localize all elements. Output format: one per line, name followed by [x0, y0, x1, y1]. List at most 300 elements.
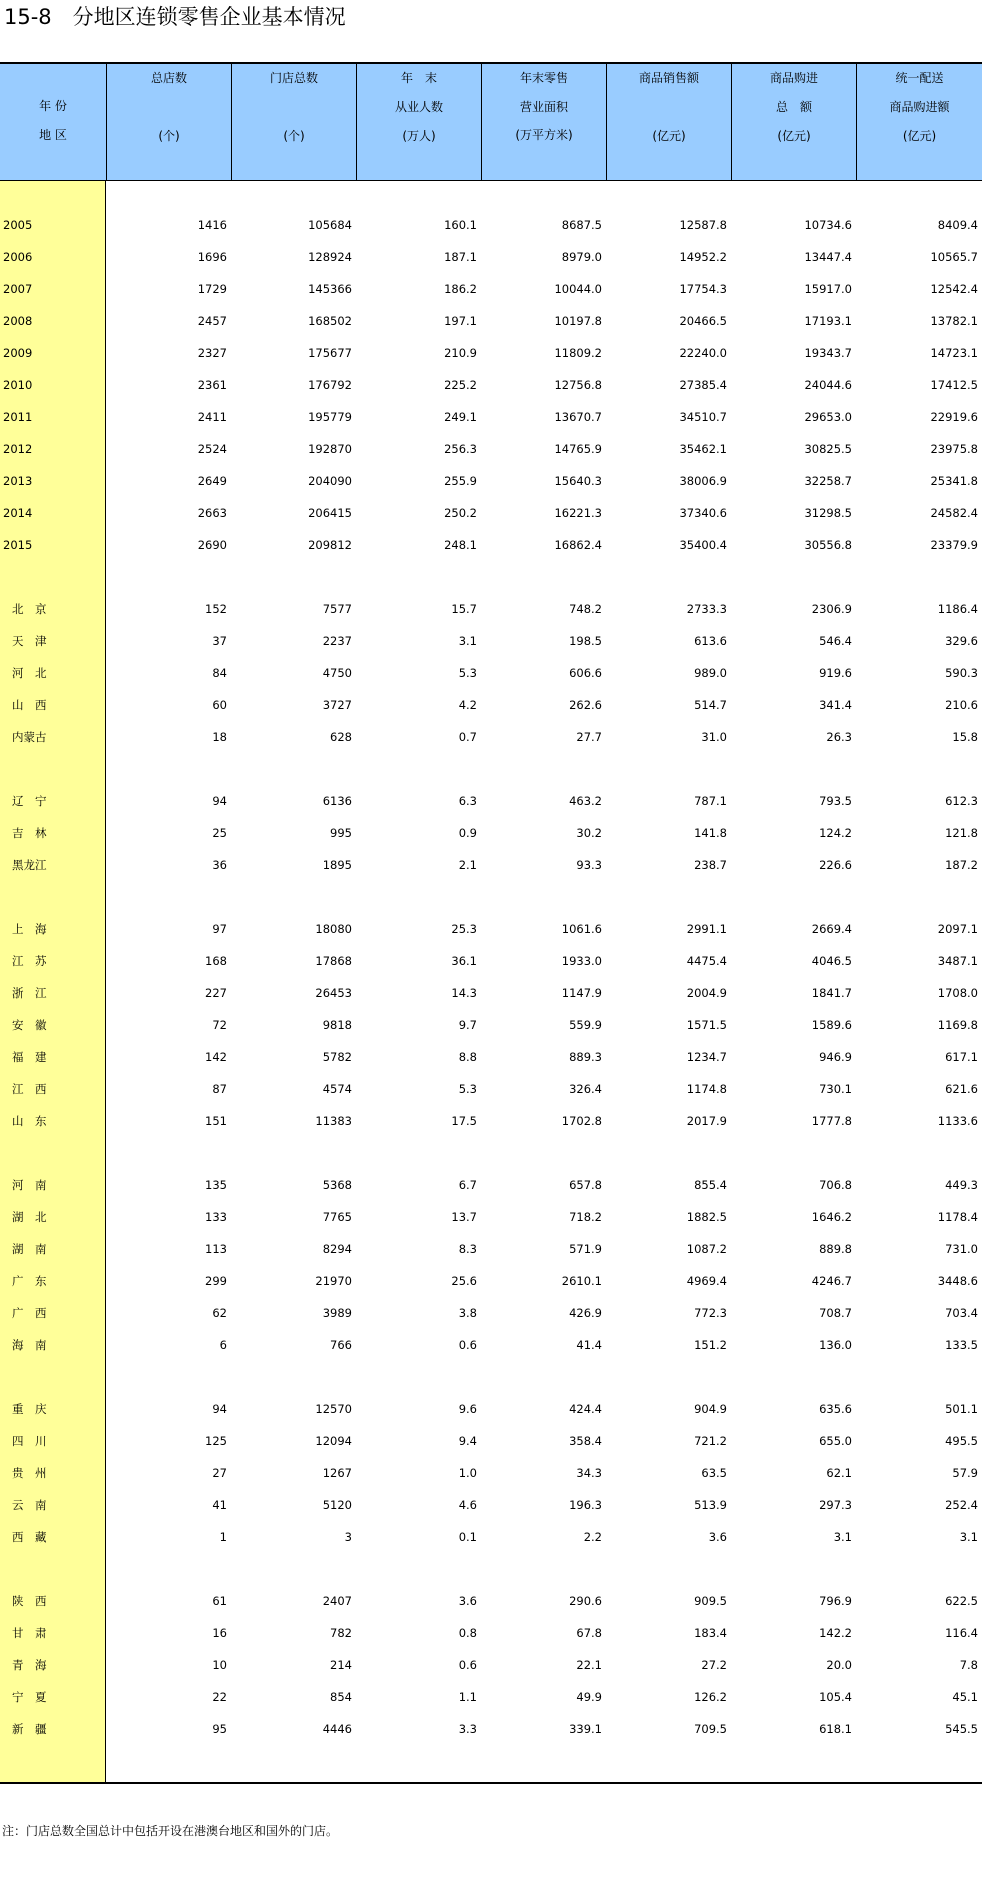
row-year-label: 2014 [3, 506, 33, 520]
table-cell: 782 [330, 1626, 352, 1640]
table-cell: 2663 [197, 506, 227, 520]
table-row [0, 401, 982, 433]
table-cell: 105684 [308, 218, 352, 232]
table-cell: 606.6 [569, 666, 602, 680]
row-year-label: 2007 [3, 282, 33, 296]
table-cell: 204090 [308, 474, 352, 488]
table-row [0, 1713, 982, 1745]
table-cell: 2690 [197, 538, 227, 552]
table-cell: 2327 [197, 346, 227, 360]
header-col-label: 商品购进 [769, 71, 818, 85]
table-cell: 195779 [308, 410, 352, 424]
table-cell: 25341.8 [930, 474, 978, 488]
table-row [0, 1073, 982, 1105]
row-region-label: 天 津 [12, 634, 47, 648]
table-row [0, 273, 982, 305]
table-row [0, 369, 982, 401]
table-cell: 133 [205, 1210, 227, 1224]
table-cell: 341.4 [819, 698, 852, 712]
table-cell: 116.4 [945, 1626, 978, 1640]
table-cell: 2733.3 [686, 602, 727, 616]
table-cell: 889.3 [569, 1050, 602, 1064]
table-cell: 57.9 [952, 1466, 978, 1480]
table-cell: 175677 [308, 346, 352, 360]
table-cell: 198.5 [569, 634, 602, 648]
table-cell: 10734.6 [804, 218, 852, 232]
table-cell: 12570 [315, 1402, 352, 1416]
table-cell: 13.7 [451, 1210, 477, 1224]
table-cell: 17412.5 [930, 378, 978, 392]
table-cell: 183.4 [694, 1626, 727, 1640]
table-cell: 210.9 [444, 346, 477, 360]
table-cell: 14723.1 [930, 346, 978, 360]
table-cell: 1133.6 [937, 1114, 978, 1128]
table-cell: 97 [212, 922, 227, 936]
row-region-label: 吉 林 [12, 826, 47, 840]
table-cell: 196.3 [569, 1498, 602, 1512]
table-cell: 25.3 [451, 922, 477, 936]
row-year-label: 2008 [3, 314, 33, 328]
table-cell: 0.8 [458, 1626, 477, 1640]
table-row [0, 1009, 982, 1041]
table-cell: 18 [212, 730, 227, 744]
table-cell: 5120 [322, 1498, 352, 1512]
table-cell: 12756.8 [554, 378, 602, 392]
table-row [0, 465, 982, 497]
table-cell: 27 [212, 1466, 227, 1480]
table-cell: 2361 [197, 378, 227, 392]
table-cell: 3727 [322, 698, 352, 712]
table-cell: 22.1 [576, 1658, 602, 1672]
table-cell: 93.3 [576, 858, 602, 872]
table-cell: 2097.1 [937, 922, 978, 936]
table-cell: 730.1 [819, 1082, 852, 1096]
table-cell: 17193.1 [804, 314, 852, 328]
table-cell: 20466.5 [679, 314, 727, 328]
table-cell: 84 [212, 666, 227, 680]
table-row [0, 817, 982, 849]
table-row [0, 1265, 982, 1297]
table-cell: 13670.7 [554, 410, 602, 424]
header-col-label-2: 总 额 [775, 100, 812, 114]
table-cell: 256.3 [444, 442, 477, 456]
header-col-unit: (个) [283, 129, 305, 143]
table-cell: 1933.0 [561, 954, 602, 968]
header-col-unit: (万平方米) [515, 128, 573, 142]
table-cell: 766 [330, 1338, 352, 1352]
header-col-unit: (万人) [402, 129, 436, 143]
table-cell: 1646.2 [811, 1210, 852, 1224]
table-cell: 2407 [322, 1594, 352, 1608]
table-cell: 4246.7 [811, 1274, 852, 1288]
table-cell: 15917.0 [804, 282, 852, 296]
row-year-label: 2015 [3, 538, 33, 552]
table-cell: 4446 [322, 1722, 352, 1736]
table-row [0, 945, 982, 977]
table-cell: 2.2 [583, 1530, 602, 1544]
header-col-label: 门店总数 [269, 71, 318, 85]
table-cell: 3.1 [959, 1530, 978, 1544]
table-cell: 513.9 [694, 1498, 727, 1512]
table-body [0, 180, 982, 1784]
table-cell: 796.9 [819, 1594, 852, 1608]
table-cell: 94 [212, 794, 227, 808]
row-region-label: 陕 西 [12, 1594, 47, 1608]
table-cell: 4475.4 [686, 954, 727, 968]
table-cell: 3.1 [458, 634, 477, 648]
table-cell: 424.4 [569, 1402, 602, 1416]
table-cell: 748.2 [569, 602, 602, 616]
table-cell: 27.7 [576, 730, 602, 744]
row-region-label: 浙 江 [12, 986, 47, 1000]
table-cell: 449.3 [945, 1178, 978, 1192]
table-cell: 1267 [322, 1466, 352, 1480]
table-cell: 105.4 [819, 1690, 852, 1704]
table-cell: 854 [330, 1690, 352, 1704]
header-stub [0, 64, 106, 180]
table-row [0, 977, 982, 1009]
header-stub-year: 年 份 [39, 99, 67, 113]
table-cell: 3989 [322, 1306, 352, 1320]
table-cell: 128924 [308, 250, 352, 264]
table-cell: 17754.3 [679, 282, 727, 296]
row-region-label: 山 东 [12, 1114, 47, 1128]
table-cell: 1186.4 [937, 602, 978, 616]
table-cell: 10565.7 [930, 250, 978, 264]
table-cell: 11809.2 [554, 346, 602, 360]
table-cell: 1895 [322, 858, 352, 872]
table-cell: 708.7 [819, 1306, 852, 1320]
table-row [0, 1457, 982, 1489]
table-cell: 5368 [322, 1178, 352, 1192]
row-region-label: 青 海 [12, 1658, 47, 1672]
table-cell: 94 [212, 1402, 227, 1416]
table-cell: 703.4 [945, 1306, 978, 1320]
row-region-label: 江 苏 [12, 954, 47, 968]
table-header [0, 62, 982, 180]
table-row [0, 657, 982, 689]
table-cell: 37340.6 [679, 506, 727, 520]
table-cell: 2610.1 [561, 1274, 602, 1288]
table-cell: 25.6 [451, 1274, 477, 1288]
table-cell: 0.6 [458, 1658, 477, 1672]
header-col-label: 商品销售额 [638, 71, 699, 85]
table-cell: 214 [330, 1658, 352, 1672]
table-cell: 622.5 [945, 1594, 978, 1608]
table-cell: 5.3 [458, 666, 477, 680]
table-cell: 22919.6 [930, 410, 978, 424]
table-row [0, 497, 982, 529]
table-cell: 1087.2 [686, 1242, 727, 1256]
table-row [0, 1521, 982, 1553]
table-row [0, 625, 982, 657]
table-cell: 87 [212, 1082, 227, 1096]
table-cell: 3.3 [458, 1722, 477, 1736]
row-region-label: 海 南 [12, 1338, 47, 1352]
table-cell: 617.1 [945, 1050, 978, 1064]
table-cell: 9.4 [458, 1434, 477, 1448]
row-year-label: 2010 [3, 378, 33, 392]
table-row [0, 721, 982, 753]
table-cell: 152 [205, 602, 227, 616]
table-cell: 187.2 [945, 858, 978, 872]
row-year-label: 2006 [3, 250, 33, 264]
row-region-label: 福 建 [12, 1050, 47, 1064]
table-cell: 1.1 [458, 1690, 477, 1704]
table-cell: 24044.6 [804, 378, 852, 392]
table-cell: 989.0 [694, 666, 727, 680]
table-cell: 1589.6 [811, 1018, 852, 1032]
table-cell: 63.5 [701, 1466, 727, 1480]
table-cell: 613.6 [694, 634, 727, 648]
table-cell: 26453 [315, 986, 352, 1000]
table-row [0, 593, 982, 625]
table-cell: 546.4 [819, 634, 852, 648]
table-cell: 0.9 [458, 826, 477, 840]
table-cell: 2237 [322, 634, 352, 648]
table-cell: 31298.5 [804, 506, 852, 520]
table-cell: 12587.8 [679, 218, 727, 232]
table-row [0, 1233, 982, 1265]
row-region-label: 江 西 [12, 1082, 47, 1096]
row-year-label: 2005 [3, 218, 33, 232]
table-row [0, 1425, 982, 1457]
table-cell: 34510.7 [679, 410, 727, 424]
table-cell: 16221.3 [554, 506, 602, 520]
table-cell: 909.5 [694, 1594, 727, 1608]
table-cell: 0.1 [458, 1530, 477, 1544]
table-cell: 4574 [322, 1082, 352, 1096]
table-cell: 41 [212, 1498, 227, 1512]
row-year-label: 2013 [3, 474, 33, 488]
table-row [0, 1617, 982, 1649]
table-cell: 4.2 [458, 698, 477, 712]
table-cell: 11383 [315, 1114, 352, 1128]
table-cell: 20.0 [826, 1658, 852, 1672]
header-col-unit: (亿元) [652, 129, 686, 143]
table-cell: 4.6 [458, 1498, 477, 1512]
table-cell: 793.5 [819, 794, 852, 808]
table-cell: 192870 [308, 442, 352, 456]
table-cell: 125 [205, 1434, 227, 1448]
table-cell: 31.0 [701, 730, 727, 744]
table-cell: 358.4 [569, 1434, 602, 1448]
table-cell: 8.8 [458, 1050, 477, 1064]
table-cell: 67.8 [576, 1626, 602, 1640]
row-region-label: 宁 夏 [12, 1690, 47, 1704]
table-cell: 2004.9 [686, 986, 727, 1000]
table-cell: 95 [212, 1722, 227, 1736]
table-cell: 13447.4 [804, 250, 852, 264]
header-col-label-2: 从业人数 [394, 100, 443, 114]
table-cell: 30.2 [576, 826, 602, 840]
table-cell: 1416 [197, 218, 227, 232]
table-row [0, 337, 982, 369]
table-row [0, 305, 982, 337]
table-row [0, 1681, 982, 1713]
table-cell: 62 [212, 1306, 227, 1320]
table-row [0, 1105, 982, 1137]
table-cell: 9.7 [458, 1018, 477, 1032]
row-region-label: 西 藏 [12, 1530, 47, 1544]
table-cell: 657.8 [569, 1178, 602, 1192]
table-cell: 1708.0 [937, 986, 978, 1000]
table-cell: 946.9 [819, 1050, 852, 1064]
row-region-label: 辽 宁 [12, 794, 47, 808]
table-cell: 1174.8 [686, 1082, 727, 1096]
row-region-label: 山 西 [12, 698, 47, 712]
table-cell: 463.2 [569, 794, 602, 808]
row-region-label: 湖 北 [12, 1210, 47, 1224]
table-cell: 16862.4 [554, 538, 602, 552]
table-cell: 25 [212, 826, 227, 840]
table-cell: 37 [212, 634, 227, 648]
table-cell: 3487.1 [937, 954, 978, 968]
header-col-7 [856, 64, 982, 180]
table-cell: 10197.8 [554, 314, 602, 328]
header-col-6 [731, 64, 856, 180]
table-cell: 1777.8 [811, 1114, 852, 1128]
table-cell: 1696 [197, 250, 227, 264]
table-cell: 206415 [308, 506, 352, 520]
table-cell: 10 [212, 1658, 227, 1672]
table-row [0, 1329, 982, 1361]
table-cell: 36 [212, 858, 227, 872]
header-col-label: 统一配送 [895, 71, 944, 85]
row-region-label: 新 疆 [12, 1722, 47, 1736]
table-cell: 41.4 [576, 1338, 602, 1352]
table-row [0, 1041, 982, 1073]
table-row [0, 849, 982, 881]
table-cell: 904.9 [694, 1402, 727, 1416]
table-cell: 197.1 [444, 314, 477, 328]
table-row [0, 209, 982, 241]
table-cell: 168502 [308, 314, 352, 328]
table-cell: 21970 [315, 1274, 352, 1288]
table-cell: 2669.4 [811, 922, 852, 936]
table-cell: 514.7 [694, 698, 727, 712]
table-cell: 15640.3 [554, 474, 602, 488]
table-row [0, 1393, 982, 1425]
table-cell: 721.2 [694, 1434, 727, 1448]
table-cell: 248.1 [444, 538, 477, 552]
table-cell: 706.8 [819, 1178, 852, 1192]
header-col-unit: (亿元) [777, 129, 811, 143]
row-region-label: 重 庆 [12, 1402, 47, 1416]
header-col-2 [231, 64, 356, 180]
header-col-label: 年末零售 [519, 71, 568, 85]
table-cell: 29653.0 [804, 410, 852, 424]
table-cell: 209812 [308, 538, 352, 552]
table-cell: 5782 [322, 1050, 352, 1064]
table-cell: 3.1 [833, 1530, 852, 1544]
table-cell: 2649 [197, 474, 227, 488]
table-cell: 26.3 [826, 730, 852, 744]
table-row [0, 1489, 982, 1521]
table-cell: 32258.7 [804, 474, 852, 488]
table-cell: 23975.8 [930, 442, 978, 456]
table-cell: 1061.6 [561, 922, 602, 936]
row-region-label: 贵 州 [12, 1466, 47, 1480]
row-region-label: 甘 肃 [12, 1626, 47, 1640]
table-cell: 919.6 [819, 666, 852, 680]
table-row [0, 1649, 982, 1681]
table-cell: 1147.9 [561, 986, 602, 1000]
table-row [0, 433, 982, 465]
table-cell: 13782.1 [930, 314, 978, 328]
data-table [0, 62, 982, 1784]
table-row [0, 241, 982, 273]
table-cell: 14952.2 [679, 250, 727, 264]
table-row [0, 529, 982, 561]
table-cell: 133.5 [945, 1338, 978, 1352]
table-cell: 126.2 [694, 1690, 727, 1704]
table-cell: 495.5 [945, 1434, 978, 1448]
row-region-label: 河 南 [12, 1178, 47, 1192]
row-year-label: 2012 [3, 442, 33, 456]
header-col-unit: (亿元) [902, 129, 937, 143]
table-cell: 49.9 [576, 1690, 602, 1704]
table-cell: 731.0 [945, 1242, 978, 1256]
table-cell: 30825.5 [804, 442, 852, 456]
row-region-label: 云 南 [12, 1498, 47, 1512]
table-cell: 62.1 [826, 1466, 852, 1480]
table-cell: 0.7 [458, 730, 477, 744]
table-cell: 8687.5 [561, 218, 602, 232]
table-cell: 7.8 [959, 1658, 978, 1672]
table-cell: 1 [219, 1530, 227, 1544]
table-cell: 60 [212, 698, 227, 712]
header-col-4 [481, 64, 606, 180]
table-cell: 995 [330, 826, 352, 840]
header-col-3 [356, 64, 481, 180]
header-col-1 [106, 64, 231, 180]
table-cell: 9.6 [458, 1402, 477, 1416]
table-cell: 6136 [322, 794, 352, 808]
table-cell: 297.3 [819, 1498, 852, 1512]
table-cell: 168 [205, 954, 227, 968]
table-cell: 6.7 [458, 1178, 477, 1192]
table-cell: 5.3 [458, 1082, 477, 1096]
table-cell: 238.7 [694, 858, 727, 872]
table-cell: 8.3 [458, 1242, 477, 1256]
table-cell: 2017.9 [686, 1114, 727, 1128]
table-row [0, 1201, 982, 1233]
table-cell: 559.9 [569, 1018, 602, 1032]
table-cell: 9818 [322, 1018, 352, 1032]
row-region-label: 安 徽 [12, 1018, 47, 1032]
table-cell: 326.4 [569, 1082, 602, 1096]
table-cell: 225.2 [444, 378, 477, 392]
table-row [0, 689, 982, 721]
table-cell: 19343.7 [804, 346, 852, 360]
table-cell: 250.2 [444, 506, 477, 520]
table-cell: 7765 [322, 1210, 352, 1224]
table-cell: 145366 [308, 282, 352, 296]
table-cell: 27385.4 [679, 378, 727, 392]
table-cell: 262.6 [569, 698, 602, 712]
table-cell: 7577 [322, 602, 352, 616]
table-cell: 612.3 [945, 794, 978, 808]
table-cell: 329.6 [945, 634, 978, 648]
table-cell: 24582.4 [930, 506, 978, 520]
table-cell: 22 [212, 1690, 227, 1704]
table-cell: 1702.8 [561, 1114, 602, 1128]
table-cell: 3 [344, 1530, 352, 1544]
table-cell: 14765.9 [554, 442, 602, 456]
table-cell: 35400.4 [679, 538, 727, 552]
page-title: 15-8 分地区连锁零售企业基本情况 [4, 5, 346, 29]
